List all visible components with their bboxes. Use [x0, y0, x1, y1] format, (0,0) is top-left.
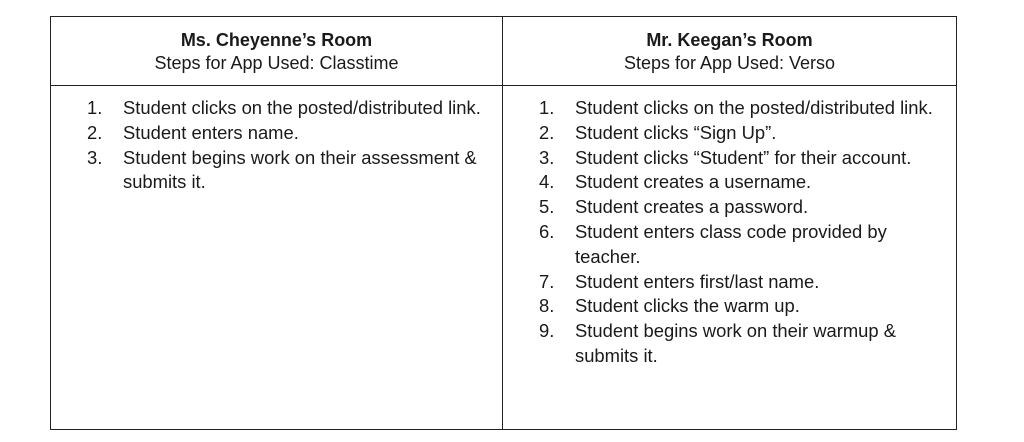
- step-number: 9.: [539, 320, 555, 342]
- room-subtitle: Steps for App Used: Classtime: [154, 53, 399, 73]
- step-number: 1.: [87, 97, 103, 118]
- list-item: [503, 270, 956, 295]
- step-number: 1.: [539, 97, 555, 118]
- step-number: 3.: [539, 146, 555, 168]
- step-number: 3.: [87, 146, 103, 168]
- list-item: [503, 319, 956, 369]
- list-item: [51, 146, 502, 196]
- comparison-table: [50, 16, 957, 430]
- right-header-cell: [503, 17, 957, 86]
- step-text: Student begins work on their warmup & submits it.: [575, 320, 896, 366]
- steps-list: [503, 96, 956, 369]
- step-text: Student begins work on their assessment & submits it.: [123, 146, 477, 193]
- step-text: Student creates a username.: [575, 171, 812, 193]
- list-item: [503, 170, 956, 195]
- steps-row: [51, 86, 957, 430]
- step-number: 2.: [539, 121, 555, 143]
- step-text: Student creates a password.: [575, 196, 809, 218]
- step-text: Student enters class code provided by teacher.: [575, 220, 887, 267]
- step-text: Student enters first/last name.: [575, 270, 820, 292]
- list-item: [503, 121, 956, 146]
- step-number: 2.: [87, 121, 103, 143]
- room-title: Mr. Keegan’s Room: [646, 30, 813, 50]
- right-steps-cell: [503, 86, 957, 430]
- list-item: [503, 220, 956, 270]
- step-number: 4.: [539, 171, 555, 193]
- list-item: [51, 96, 502, 121]
- list-item: [503, 195, 956, 220]
- header-row: [51, 17, 957, 86]
- step-text: Student clicks the warm up.: [575, 295, 800, 317]
- step-number: 7.: [539, 270, 555, 292]
- list-item: [51, 121, 502, 146]
- left-header-cell: [51, 17, 503, 86]
- step-number: 6.: [539, 220, 555, 242]
- list-item: [503, 294, 956, 319]
- left-steps-cell: [51, 86, 503, 430]
- room-title: Ms. Cheyenne’s Room: [180, 30, 373, 50]
- step-text: Student clicks “Student” for their account.: [575, 146, 912, 168]
- steps-list: [51, 96, 502, 195]
- step-text: Student clicks on the posted/distributed link.: [575, 97, 933, 118]
- step-number: 5.: [539, 196, 555, 218]
- list-item: [503, 96, 956, 121]
- room-subtitle: Steps for App Used: Verso: [623, 53, 836, 73]
- step-text: Student clicks on the posted/distributed link.: [123, 97, 481, 118]
- step-number: 8.: [539, 295, 555, 317]
- step-text: Student enters name.: [123, 121, 299, 143]
- step-text: Student clicks “Sign Up”.: [575, 121, 777, 143]
- list-item: [503, 146, 956, 171]
